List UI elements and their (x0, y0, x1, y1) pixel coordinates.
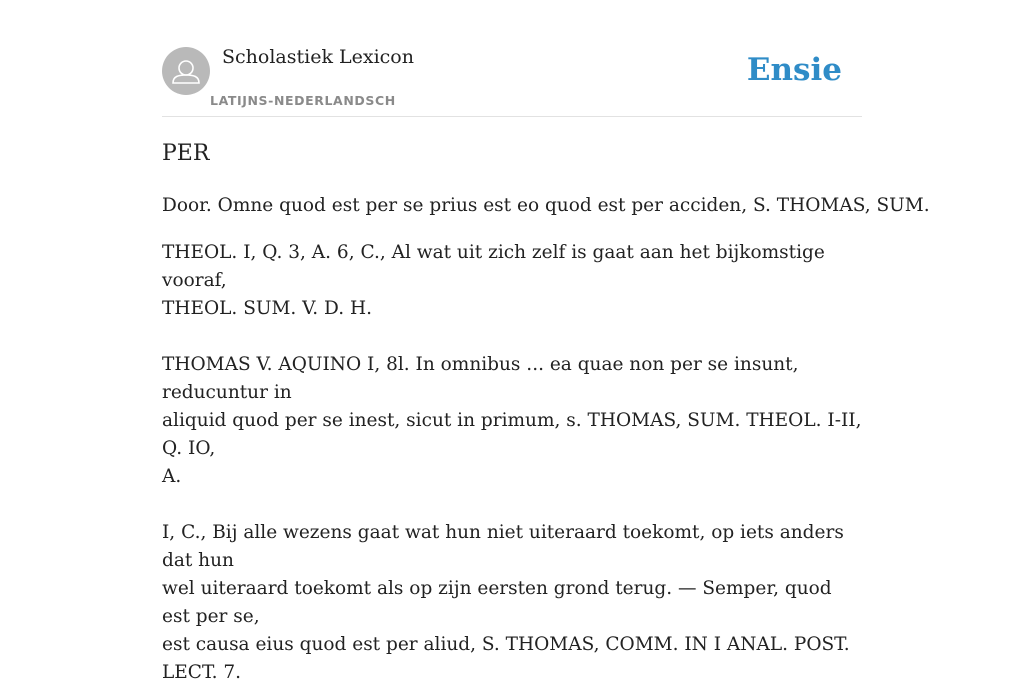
body-line: aliquid quod per se inest, sicut in primum, s. THOMAS, SUM. THEOL. I-II, Q. IO, (162, 410, 862, 459)
body-line: THOMAS V. AQUINO I, 8l. In omnibus ... ea quae non per se insunt, reducuntur in (162, 354, 799, 403)
site-subtitle: LATIJNS-NEDERLANDSCH (210, 93, 396, 108)
site-title[interactable]: Scholastiek Lexicon (222, 46, 414, 68)
ensie-logo-link[interactable]: Ensie (746, 52, 842, 88)
entry-body (162, 239, 862, 687)
user-icon[interactable] (162, 47, 210, 95)
body-line: A. (162, 466, 182, 487)
body-line: I, C., Bij alle wezens gaat wat hun niet uiteraard toekomt, op iets anders dat hun (162, 522, 844, 571)
entry-paragraph: Door. Omne quod est per se prius est eo quod est per acciden, S. THOMAS, SUM. (162, 195, 930, 216)
body-line: THEOL. I, Q. 3, A. 6, C., Al wat uit zich zelf is gaat aan het bijkomstige vooraf, (162, 242, 825, 291)
blank-line (162, 491, 862, 519)
body-line: est causa eius quod est per aliud, S. THOMAS, COMM. IN I ANAL. POST. LECT. 7. (162, 634, 850, 683)
body-line: wel uiteraard toekomt als op zijn eersten grond terug. — Semper, quod est per se, (162, 578, 832, 627)
entry-headword: PER (162, 141, 210, 166)
blank-line (162, 323, 862, 351)
page-container (162, 0, 930, 683)
site-header (162, 0, 862, 117)
body-line: THEOL. SUM. V. D. H. (162, 298, 372, 319)
